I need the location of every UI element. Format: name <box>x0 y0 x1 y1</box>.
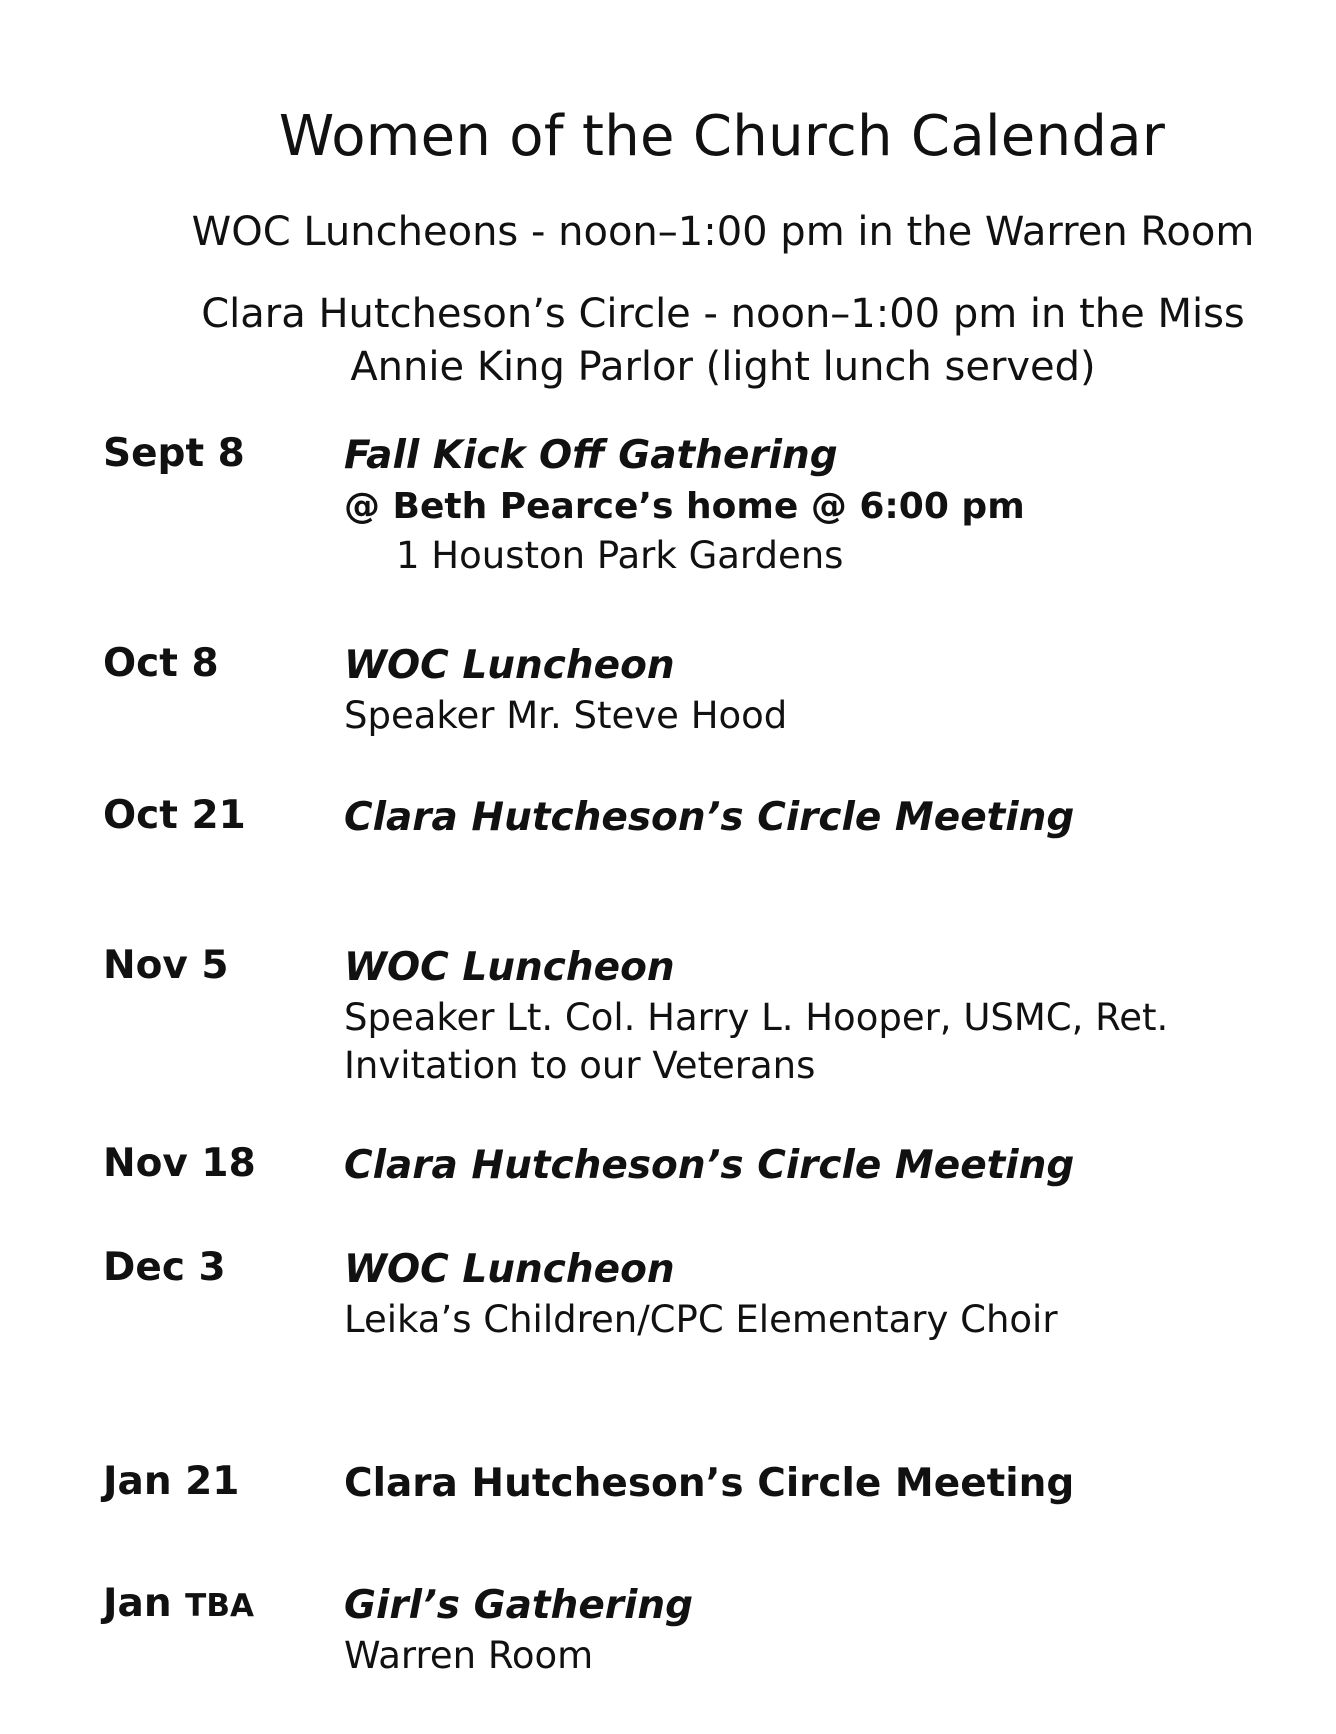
event-detail: Speaker Mr. Steve Hood <box>344 694 788 737</box>
event-body <box>344 1244 1294 1344</box>
event-date <box>103 1580 254 1630</box>
event-date-month: Jan <box>103 1581 172 1626</box>
event-date: Nov 5 <box>103 943 229 988</box>
event-title: WOC Luncheon <box>344 1247 675 1292</box>
circle-note <box>0 288 1336 394</box>
event-title: Fall Kick Off Gathering <box>344 433 838 478</box>
event-date: Sept 8 <box>103 431 245 476</box>
event-body <box>344 1458 1294 1510</box>
circle-note-line-2: Annie King Parlor (light lunch served) <box>350 344 1096 390</box>
event-body <box>344 430 1294 580</box>
event-date: Dec 3 <box>103 1245 226 1290</box>
event-location: @ Beth Pearce’s home @ 6:00 pm <box>344 486 1025 527</box>
event-body <box>344 942 1294 1090</box>
event-body <box>344 1580 1294 1680</box>
event-title: Girl’s Gathering <box>344 1583 694 1628</box>
event-detail: Speaker Lt. Col. Harry L. Hooper, USMC, Ret. <box>344 996 1169 1039</box>
circle-note-line-1: Clara Hutcheson’s Circle - noon–1:00 pm in the Miss <box>201 291 1245 337</box>
event-date: Nov 18 <box>103 1141 256 1186</box>
event-address: 1 Houston Park Gardens <box>396 534 844 577</box>
event-title: Clara Hutcheson’s Circle Meeting <box>344 1143 1075 1188</box>
event-title: Clara Hutcheson’s Circle Meeting <box>344 1461 1075 1506</box>
event-detail: Leika’s Children/CPC Elementary Choir <box>344 1298 1058 1341</box>
event-date-suffix: TBA <box>185 1588 254 1624</box>
event-detail: Warren Room <box>344 1634 594 1677</box>
luncheons-note: WOC Luncheons - noon–1:00 pm in the Warren Room <box>191 209 1255 255</box>
event-date: Oct 8 <box>103 641 219 686</box>
event-body <box>344 792 1294 844</box>
event-body <box>344 1140 1294 1192</box>
event-body <box>344 640 1294 740</box>
event-title: Clara Hutcheson’s Circle Meeting <box>344 795 1075 840</box>
event-date: Oct 21 <box>103 793 246 838</box>
event-date: Jan 21 <box>103 1459 240 1504</box>
event-detail: Invitation to our Veterans <box>344 1044 816 1087</box>
page-title: Women of the Church Calendar <box>278 104 1166 169</box>
event-title: WOC Luncheon <box>344 945 675 990</box>
event-title: WOC Luncheon <box>344 643 675 688</box>
